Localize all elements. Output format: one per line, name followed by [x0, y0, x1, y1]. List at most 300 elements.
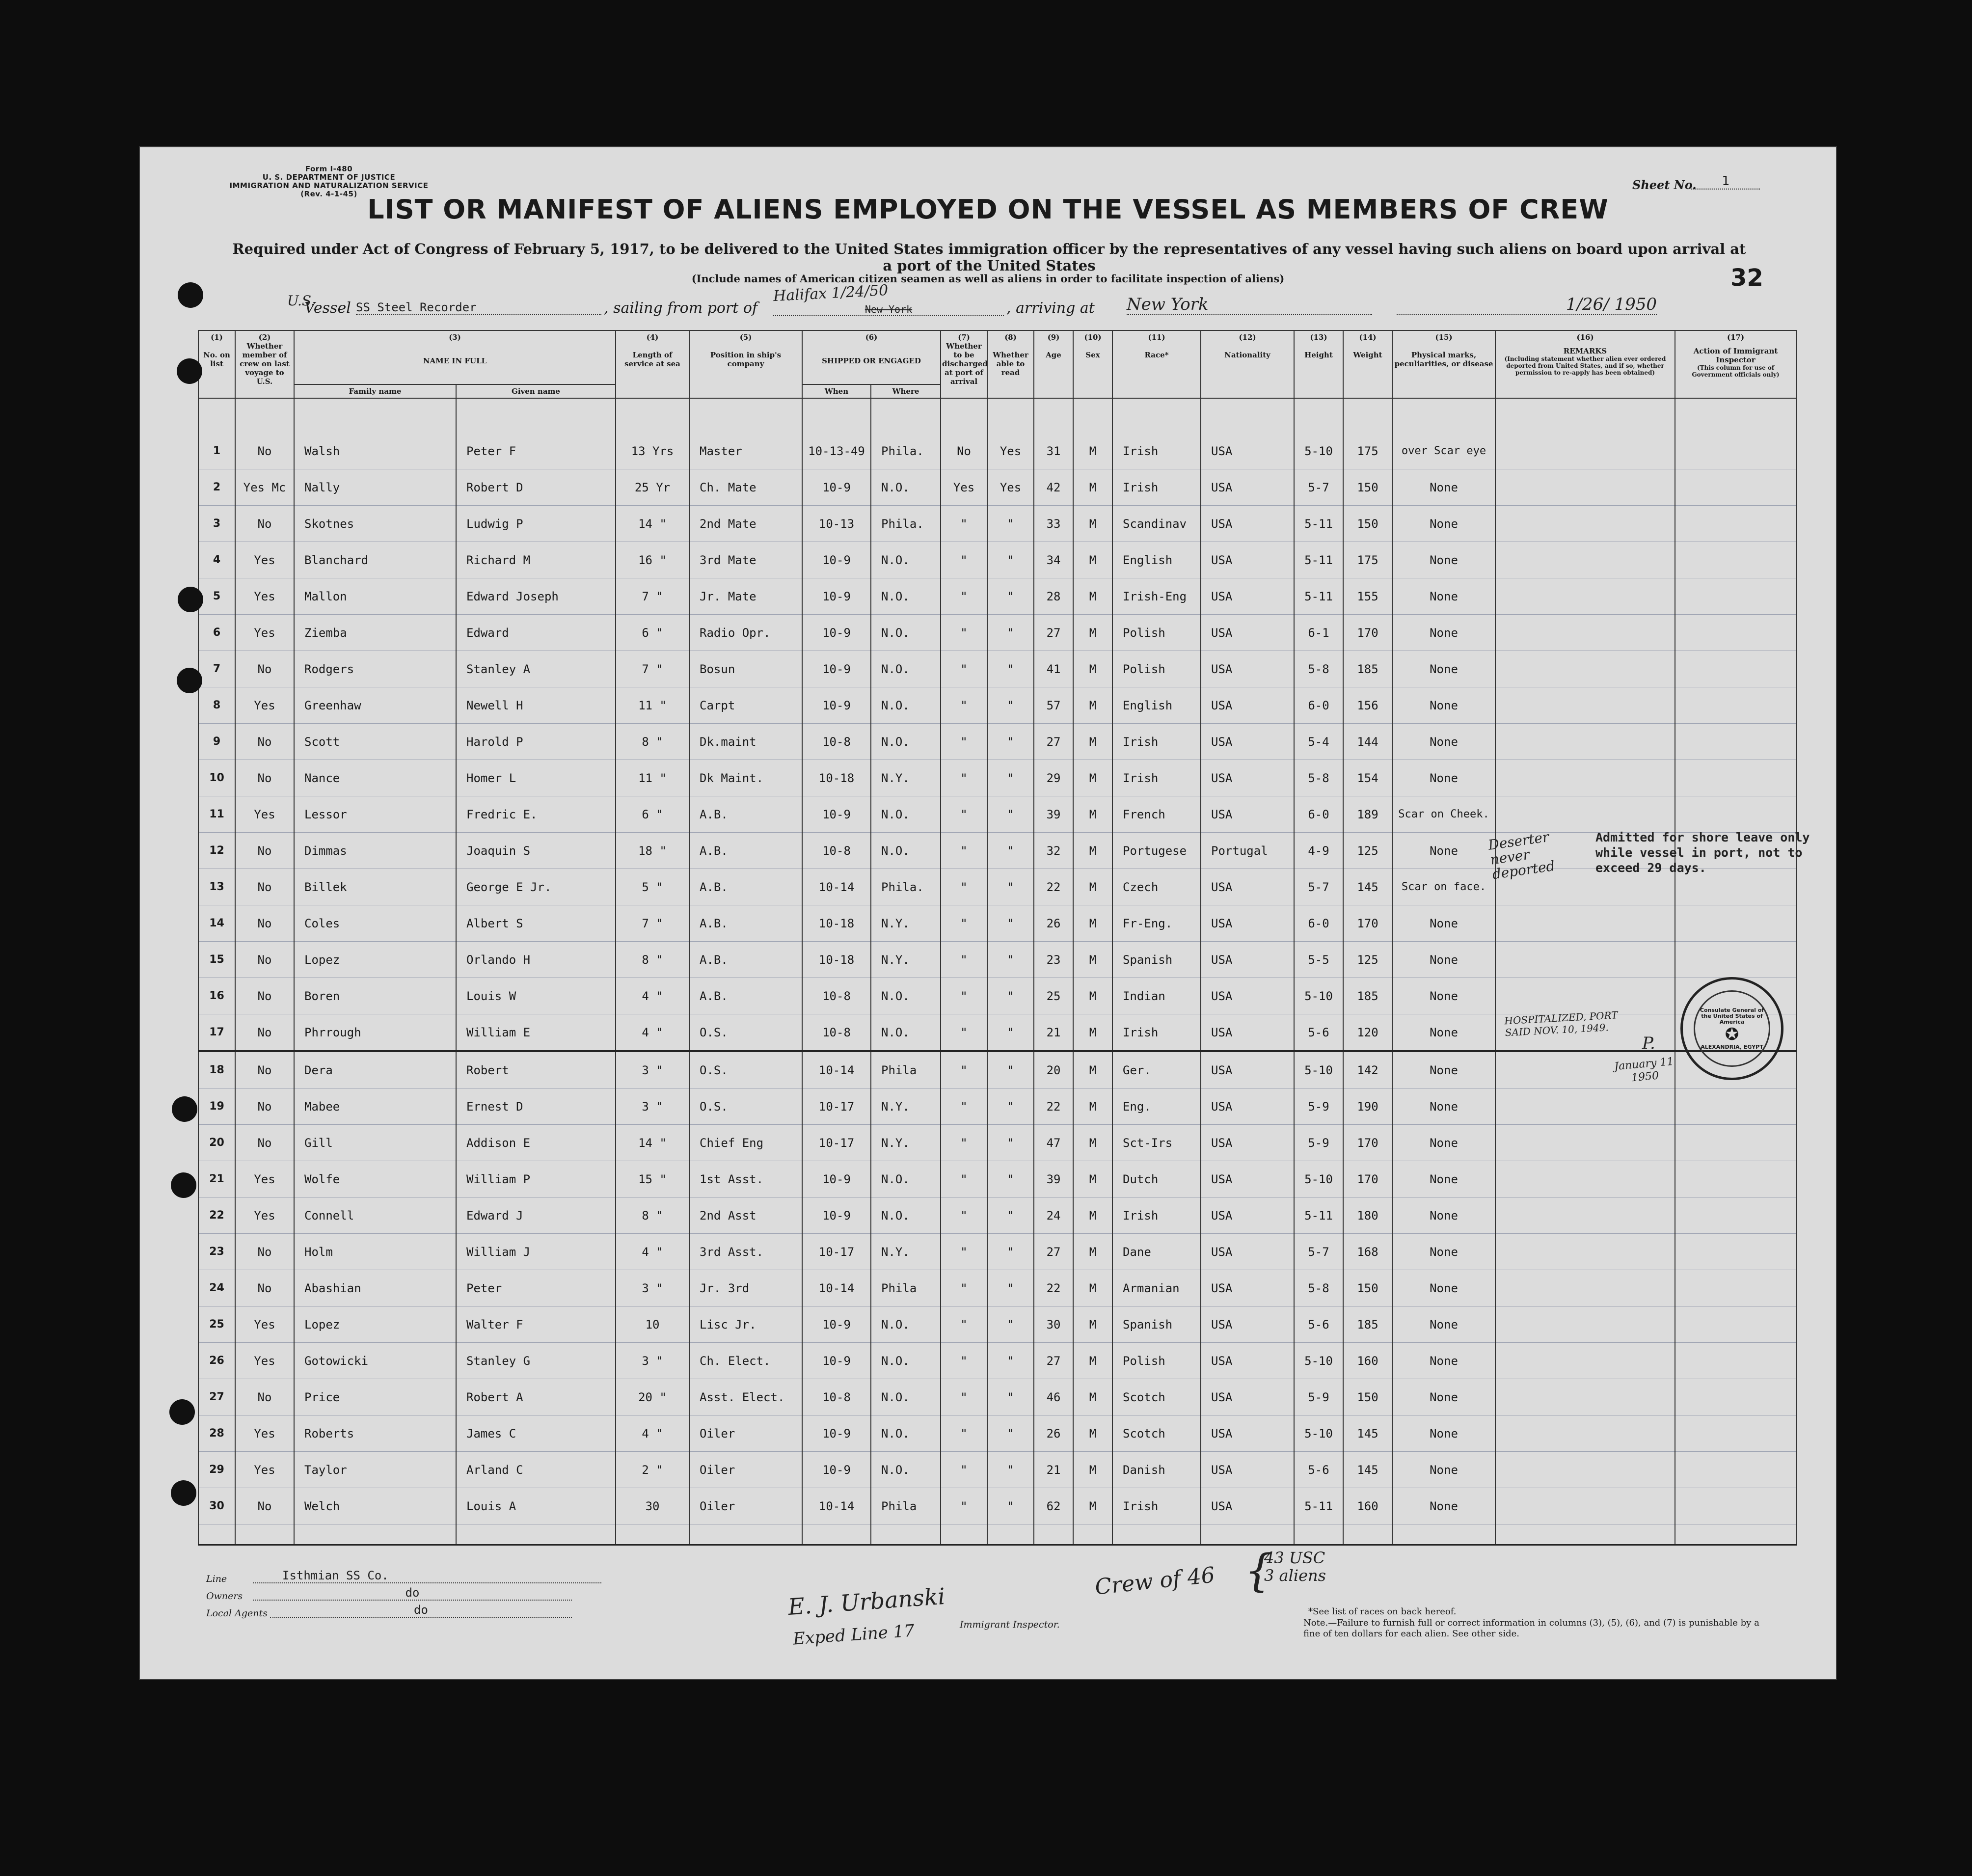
shipped-where-cell: N.Y.: [871, 1088, 941, 1125]
physical-marks-cell: over Scar eye: [1392, 433, 1495, 469]
vessel-prefix-handwritten: U.S.: [287, 293, 316, 309]
physical-marks-cell: None: [1392, 1270, 1495, 1306]
age-cell: 23: [1034, 942, 1073, 978]
shipped-when-cell: 10-9: [802, 1306, 871, 1343]
row-number: 5: [198, 578, 235, 615]
discharge-cell: ": [941, 687, 987, 724]
sex-cell: M: [1073, 760, 1112, 796]
last-voyage-cell: No: [235, 942, 294, 978]
age-cell: 39: [1034, 796, 1073, 833]
age-cell: 32: [1034, 833, 1073, 869]
nationality-cell: USA: [1201, 651, 1294, 687]
given-name-cell: Peter: [456, 1270, 616, 1306]
able-to-read-cell: ": [987, 651, 1034, 687]
service-length-cell: 4 ": [616, 1234, 689, 1270]
table-end-cell: [616, 1524, 689, 1545]
shipped-where-cell: N.O.: [871, 796, 941, 833]
inspector-action-cell: [1675, 1488, 1796, 1524]
remarks-cell: [1495, 1488, 1675, 1524]
family-name-cell: Gill: [294, 1125, 456, 1161]
height-cell: 6-0: [1294, 905, 1343, 942]
given-name-cell: Joaquin S: [456, 833, 616, 869]
remarks-cell: [1495, 1343, 1675, 1379]
shipped-where-cell: N.O.: [871, 978, 941, 1014]
row-number: 7: [198, 651, 235, 687]
table-row: [198, 1306, 1796, 1343]
given-name-cell: Louis W: [456, 978, 616, 1014]
given-name-cell: William P: [456, 1161, 616, 1197]
race-cell: Spanish: [1112, 1306, 1201, 1343]
height-cell: 5-10: [1294, 1161, 1343, 1197]
position-cell: Jr. 3rd: [689, 1270, 802, 1306]
position-cell: Dk.maint: [689, 724, 802, 760]
height-cell: 5-11: [1294, 542, 1343, 578]
physical-marks-cell: None: [1392, 1088, 1495, 1125]
col-sex: (10) Sex: [1073, 330, 1112, 398]
table-row: [198, 1452, 1796, 1488]
last-voyage-cell: Yes: [235, 542, 294, 578]
row-number: 24: [198, 1270, 235, 1306]
row-number: 15: [198, 942, 235, 978]
table-row: [198, 1125, 1796, 1161]
race-cell: English: [1112, 542, 1201, 578]
table-row: [198, 724, 1796, 760]
inspector-signature: E. J. Urbanski: [787, 1582, 946, 1621]
position-cell: Carpt: [689, 687, 802, 724]
table-row: [198, 651, 1796, 687]
sex-cell: M: [1073, 724, 1112, 760]
shipped-where-cell: Phila.: [871, 506, 941, 542]
row-number: 28: [198, 1415, 235, 1452]
age-cell: 27: [1034, 724, 1073, 760]
remarks-cell: [1495, 1452, 1675, 1488]
weight-cell: 156: [1343, 687, 1392, 724]
table-end-cell: [1343, 1524, 1392, 1545]
inspector-action-cell: [1675, 1343, 1796, 1379]
col-nationality: (12) Nationality: [1201, 330, 1294, 398]
able-to-read-cell: ": [987, 978, 1034, 1014]
weight-cell: 145: [1343, 1415, 1392, 1452]
physical-marks-cell: Scar on face.: [1392, 869, 1495, 905]
inspector-action-cell: [1675, 1234, 1796, 1270]
shipped-when-cell: 10-9: [802, 687, 871, 724]
discharge-cell: ": [941, 1343, 987, 1379]
position-cell: Oiler: [689, 1452, 802, 1488]
last-voyage-cell: Yes: [235, 578, 294, 615]
col-name-in-full: (3) NAME IN FULL: [294, 330, 616, 384]
shipped-when-cell: 10-14: [802, 1051, 871, 1088]
physical-marks-cell: None: [1392, 615, 1495, 651]
deserter-handwritten-note: Deserter never deported: [1487, 828, 1556, 883]
remarks-cell: [1495, 760, 1675, 796]
owners-value: do: [253, 1586, 572, 1601]
last-voyage-cell: No: [235, 1125, 294, 1161]
table-row: [198, 687, 1796, 724]
able-to-read-cell: ": [987, 760, 1034, 796]
nationality-cell: USA: [1201, 1306, 1294, 1343]
discharge-cell: ": [941, 833, 987, 869]
inspector-action-cell: [1675, 1088, 1796, 1125]
height-cell: 5-8: [1294, 760, 1343, 796]
race-cell: Irish: [1112, 760, 1201, 796]
position-cell: Bosun: [689, 651, 802, 687]
last-voyage-cell: Yes: [235, 1161, 294, 1197]
shipped-where-cell: N.O.: [871, 1014, 941, 1052]
discharge-cell: ": [941, 651, 987, 687]
given-name-cell: Peter F: [456, 433, 616, 469]
service-length-cell: 2 ": [616, 1452, 689, 1488]
family-name-cell: Lopez: [294, 1306, 456, 1343]
able-to-read-cell: ": [987, 1088, 1034, 1125]
height-cell: 5-10: [1294, 433, 1343, 469]
nationality-cell: USA: [1201, 796, 1294, 833]
crew-table: [198, 330, 1797, 1546]
last-voyage-cell: No: [235, 978, 294, 1014]
physical-marks-cell: None: [1392, 1452, 1495, 1488]
crew-rows: [198, 398, 1796, 1545]
punch-hole: [172, 1096, 197, 1122]
position-cell: Dk Maint.: [689, 760, 802, 796]
given-name-cell: Walter F: [456, 1306, 616, 1343]
service-length-cell: 11 ": [616, 687, 689, 724]
able-to-read-cell: ": [987, 1452, 1034, 1488]
race-cell: Irish: [1112, 433, 1201, 469]
inspector-action-cell: [1675, 942, 1796, 978]
age-cell: 29: [1034, 760, 1073, 796]
inspector-initials: P.: [1642, 1033, 1655, 1053]
age-cell: 42: [1034, 469, 1073, 506]
col-inspector-action: (17) Action of Immigrant Inspector (This column for use of Government officials only): [1675, 330, 1796, 398]
family-name-cell: Nally: [294, 469, 456, 506]
age-cell: 27: [1034, 1343, 1073, 1379]
service-length-cell: 8 ": [616, 1197, 689, 1234]
row-number: 22: [198, 1197, 235, 1234]
age-cell: 27: [1034, 615, 1073, 651]
height-cell: 4-9: [1294, 833, 1343, 869]
shipped-where-cell: N.O.: [871, 1161, 941, 1197]
weight-cell: 142: [1343, 1051, 1392, 1088]
race-cell: Polish: [1112, 651, 1201, 687]
row-number: 14: [198, 905, 235, 942]
service-length-cell: 7 ": [616, 578, 689, 615]
row-number: 11: [198, 796, 235, 833]
position-cell: 1st Asst.: [689, 1161, 802, 1197]
sex-cell: M: [1073, 833, 1112, 869]
given-name-cell: Edward J: [456, 1197, 616, 1234]
table-row: [198, 1488, 1796, 1524]
race-cell: Irish: [1112, 1014, 1201, 1052]
age-cell: 25: [1034, 978, 1073, 1014]
col-physical-marks: (15) Physical marks, peculiarities, or disease: [1392, 330, 1495, 398]
given-name-cell: Ernest D: [456, 1088, 616, 1125]
last-voyage-cell: Yes: [235, 1343, 294, 1379]
service-length-cell: 13 Yrs: [616, 433, 689, 469]
inspector-action-cell: [1675, 1125, 1796, 1161]
sex-cell: M: [1073, 978, 1112, 1014]
discharge-cell: ": [941, 1415, 987, 1452]
position-cell: Oiler: [689, 1415, 802, 1452]
position-cell: Oiler: [689, 1488, 802, 1524]
nationality-cell: USA: [1201, 542, 1294, 578]
punch-hole: [177, 358, 202, 384]
family-name-cell: Dera: [294, 1051, 456, 1088]
last-voyage-cell: No: [235, 905, 294, 942]
weight-cell: 185: [1343, 978, 1392, 1014]
given-name-cell: Stanley A: [456, 651, 616, 687]
able-to-read-cell: ": [987, 506, 1034, 542]
weight-cell: 185: [1343, 651, 1392, 687]
weight-cell: 168: [1343, 1234, 1392, 1270]
row-number: 2: [198, 469, 235, 506]
age-cell: 62: [1034, 1488, 1073, 1524]
shipped-when-cell: 10-9: [802, 1197, 871, 1234]
given-name-cell: Ludwig P: [456, 506, 616, 542]
seal-icon: Consulate General of the United States of America ✪ ALEXANDRIA, EGYPT: [1694, 990, 1770, 1067]
nationality-cell: USA: [1201, 1051, 1294, 1088]
races-note: *See list of races on back hereof.: [1308, 1606, 1457, 1617]
remarks-cell: [1495, 542, 1675, 578]
position-cell: Ch. Mate: [689, 469, 802, 506]
service-length-cell: 3 ": [616, 1270, 689, 1306]
height-cell: 5-7: [1294, 1234, 1343, 1270]
remarks-cell: [1495, 905, 1675, 942]
shipped-when-cell: 10-17: [802, 1125, 871, 1161]
row-number: 17: [198, 1014, 235, 1052]
family-name-cell: Mabee: [294, 1088, 456, 1125]
shipped-when-cell: 10-18: [802, 760, 871, 796]
inspector-action-cell: [1675, 1379, 1796, 1415]
given-name-cell: Albert S: [456, 905, 616, 942]
family-name-cell: Rodgers: [294, 651, 456, 687]
shipped-where-cell: N.Y.: [871, 905, 941, 942]
given-name-cell: Richard M: [456, 542, 616, 578]
shipped-when-cell: 10-14: [802, 1270, 871, 1306]
nationality-cell: Portugal: [1201, 833, 1294, 869]
service-length-cell: 20 ": [616, 1379, 689, 1415]
height-cell: 5-11: [1294, 578, 1343, 615]
service-length-cell: 8 ": [616, 942, 689, 978]
age-cell: 26: [1034, 905, 1073, 942]
able-to-read-cell: ": [987, 942, 1034, 978]
sheet-number-value: 1: [1691, 174, 1760, 190]
family-name-cell: Welch: [294, 1488, 456, 1524]
inspector-action-cell: [1675, 1197, 1796, 1234]
height-cell: 5-9: [1294, 1379, 1343, 1415]
table-end-cell: [1392, 1524, 1495, 1545]
table-row: [198, 978, 1796, 1014]
inspector-action-cell: [1675, 651, 1796, 687]
remarks-cell: [1495, 1270, 1675, 1306]
height-cell: 5-11: [1294, 1197, 1343, 1234]
position-cell: Asst. Elect.: [689, 1379, 802, 1415]
nationality-cell: USA: [1201, 1197, 1294, 1234]
nationality-cell: USA: [1201, 724, 1294, 760]
nationality-cell: USA: [1201, 1488, 1294, 1524]
row-number: 12: [198, 833, 235, 869]
table-row: [198, 1379, 1796, 1415]
family-name-cell: Lessor: [294, 796, 456, 833]
given-name-cell: Newell H: [456, 687, 616, 724]
height-cell: 5-6: [1294, 1452, 1343, 1488]
nationality-cell: USA: [1201, 615, 1294, 651]
service-length-cell: 11 ": [616, 760, 689, 796]
discharge-cell: ": [941, 1088, 987, 1125]
sex-cell: M: [1073, 1088, 1112, 1125]
shipped-when-cell: 10-8: [802, 1014, 871, 1052]
able-to-read-cell: ": [987, 833, 1034, 869]
weight-cell: 155: [1343, 578, 1392, 615]
remarks-cell: [1495, 1088, 1675, 1125]
col-last-voyage: (2) Whether member of crew on last voyage to U.S.: [235, 330, 294, 398]
family-name-cell: Nance: [294, 760, 456, 796]
last-voyage-cell: No: [235, 760, 294, 796]
sex-cell: M: [1073, 1125, 1112, 1161]
family-name-cell: Greenhaw: [294, 687, 456, 724]
inspector-action-cell: [1675, 1415, 1796, 1452]
sailing-from-typed: New York: [773, 303, 1004, 316]
given-name-cell: Arland C: [456, 1452, 616, 1488]
shipped-where-cell: N.O.: [871, 1343, 941, 1379]
inspector-action-cell: [1675, 615, 1796, 651]
given-name-cell: Robert D: [456, 469, 616, 506]
age-cell: 20: [1034, 1051, 1073, 1088]
inspector-action-cell: [1675, 542, 1796, 578]
consulate-seal-stamp: [1680, 977, 1783, 1080]
age-cell: 22: [1034, 1088, 1073, 1125]
sex-cell: M: [1073, 651, 1112, 687]
row-number: 29: [198, 1452, 235, 1488]
position-cell: O.S.: [689, 1014, 802, 1052]
height-cell: 5-10: [1294, 1343, 1343, 1379]
shipped-when-cell: 10-9: [802, 1415, 871, 1452]
able-to-read-cell: ": [987, 615, 1034, 651]
service-length-cell: 25 Yr: [616, 469, 689, 506]
penalty-note: Note.—Failure to furnish full or correct information in columns (3), (5), (6), and (7) is punishable by a fine of ten dollars for each alien. See other side.: [1303, 1618, 1759, 1639]
row-number: 19: [198, 1088, 235, 1125]
shipped-when-cell: 10-9: [802, 1343, 871, 1379]
physical-marks-cell: None: [1392, 1415, 1495, 1452]
sex-cell: M: [1073, 1415, 1112, 1452]
physical-marks-cell: None: [1392, 1161, 1495, 1197]
position-cell: 2nd Mate: [689, 506, 802, 542]
age-cell: 28: [1034, 578, 1073, 615]
weight-cell: 189: [1343, 796, 1392, 833]
last-voyage-cell: No: [235, 724, 294, 760]
shipped-where-cell: N.O.: [871, 578, 941, 615]
height-cell: 5-10: [1294, 978, 1343, 1014]
given-name-cell: Addison E: [456, 1125, 616, 1161]
family-name-cell: Wolfe: [294, 1161, 456, 1197]
shipped-where-cell: N.O.: [871, 687, 941, 724]
table-row: [198, 506, 1796, 542]
race-cell: Dane: [1112, 1234, 1201, 1270]
remarks-cell: [1495, 942, 1675, 978]
position-cell: Chief Eng: [689, 1125, 802, 1161]
sex-cell: M: [1073, 1014, 1112, 1052]
service-length-cell: 3 ": [616, 1051, 689, 1088]
race-cell: Irish-Eng: [1112, 578, 1201, 615]
able-to-read-cell: ": [987, 905, 1034, 942]
physical-marks-cell: None: [1392, 1306, 1495, 1343]
row-number: 20: [198, 1125, 235, 1161]
service-length-cell: 7 ": [616, 651, 689, 687]
local-agents-value: do: [270, 1603, 572, 1618]
service-length-cell: 4 ": [616, 1014, 689, 1052]
service-length-cell: 6 ": [616, 615, 689, 651]
discharge-cell: ": [941, 578, 987, 615]
sex-cell: M: [1073, 615, 1112, 651]
inspector-action-cell: [1675, 1306, 1796, 1343]
given-name-cell: Harold P: [456, 724, 616, 760]
family-name-cell: Scott: [294, 724, 456, 760]
discharge-cell: ": [941, 1234, 987, 1270]
last-voyage-cell: No: [235, 1014, 294, 1052]
given-name-cell: Robert: [456, 1051, 616, 1088]
row-number: 9: [198, 724, 235, 760]
position-cell: A.B.: [689, 942, 802, 978]
service-length-cell: 8 ": [616, 724, 689, 760]
shipped-when-cell: 10-13: [802, 506, 871, 542]
immigrant-inspector-label: Immigrant Inspector.: [960, 1619, 1060, 1630]
last-voyage-cell: Yes: [235, 1197, 294, 1234]
col-position: (5) Position in ship's company: [689, 330, 802, 398]
col-remarks: (16) REMARKS (Including statement whether alien ever ordered deported from United States, and if so, whether permission to re-apply has been obtained): [1495, 330, 1675, 398]
col-no-on-list: (1) No. on list: [198, 330, 235, 398]
row-number: 25: [198, 1306, 235, 1343]
discharge-cell: ": [941, 869, 987, 905]
height-cell: 5-6: [1294, 1014, 1343, 1052]
remarks-cell: [1495, 687, 1675, 724]
service-length-cell: 16 ": [616, 542, 689, 578]
height-cell: 6-1: [1294, 615, 1343, 651]
shipped-when-cell: 10-8: [802, 833, 871, 869]
shipped-when-cell: 10-9: [802, 796, 871, 833]
age-cell: 57: [1034, 687, 1073, 724]
crew-count-brace: {: [1244, 1545, 1273, 1597]
sex-cell: M: [1073, 578, 1112, 615]
last-voyage-cell: No: [235, 1270, 294, 1306]
table-row: [198, 1415, 1796, 1452]
able-to-read-cell: Yes: [987, 433, 1034, 469]
col-age: (9) Age: [1034, 330, 1073, 398]
remarks-cell: [1495, 433, 1675, 469]
nationality-cell: USA: [1201, 687, 1294, 724]
height-cell: 5-11: [1294, 506, 1343, 542]
physical-marks-cell: None: [1392, 1488, 1495, 1524]
family-name-cell: Ziemba: [294, 615, 456, 651]
row-number: 1: [198, 433, 235, 469]
row-number: 23: [198, 1234, 235, 1270]
family-name-cell: Roberts: [294, 1415, 456, 1452]
discharge-cell: ": [941, 1270, 987, 1306]
weight-cell: 180: [1343, 1197, 1392, 1234]
age-cell: 21: [1034, 1014, 1073, 1052]
position-cell: A.B.: [689, 796, 802, 833]
given-name-cell: Fredric E.: [456, 796, 616, 833]
given-name-cell: Stanley G: [456, 1343, 616, 1379]
sex-cell: M: [1073, 942, 1112, 978]
height-cell: 5-7: [1294, 469, 1343, 506]
nationality-cell: USA: [1201, 942, 1294, 978]
shipped-where-cell: Phila.: [871, 869, 941, 905]
shipped-when-cell: 10-9: [802, 1161, 871, 1197]
discharge-cell: ": [941, 615, 987, 651]
sailing-from-handwritten: Halifax 1/24/50: [773, 281, 889, 305]
race-cell: English: [1112, 687, 1201, 724]
nationality-cell: USA: [1201, 1415, 1294, 1452]
weight-cell: 144: [1343, 724, 1392, 760]
shipped-where-cell: N.O.: [871, 1379, 941, 1415]
